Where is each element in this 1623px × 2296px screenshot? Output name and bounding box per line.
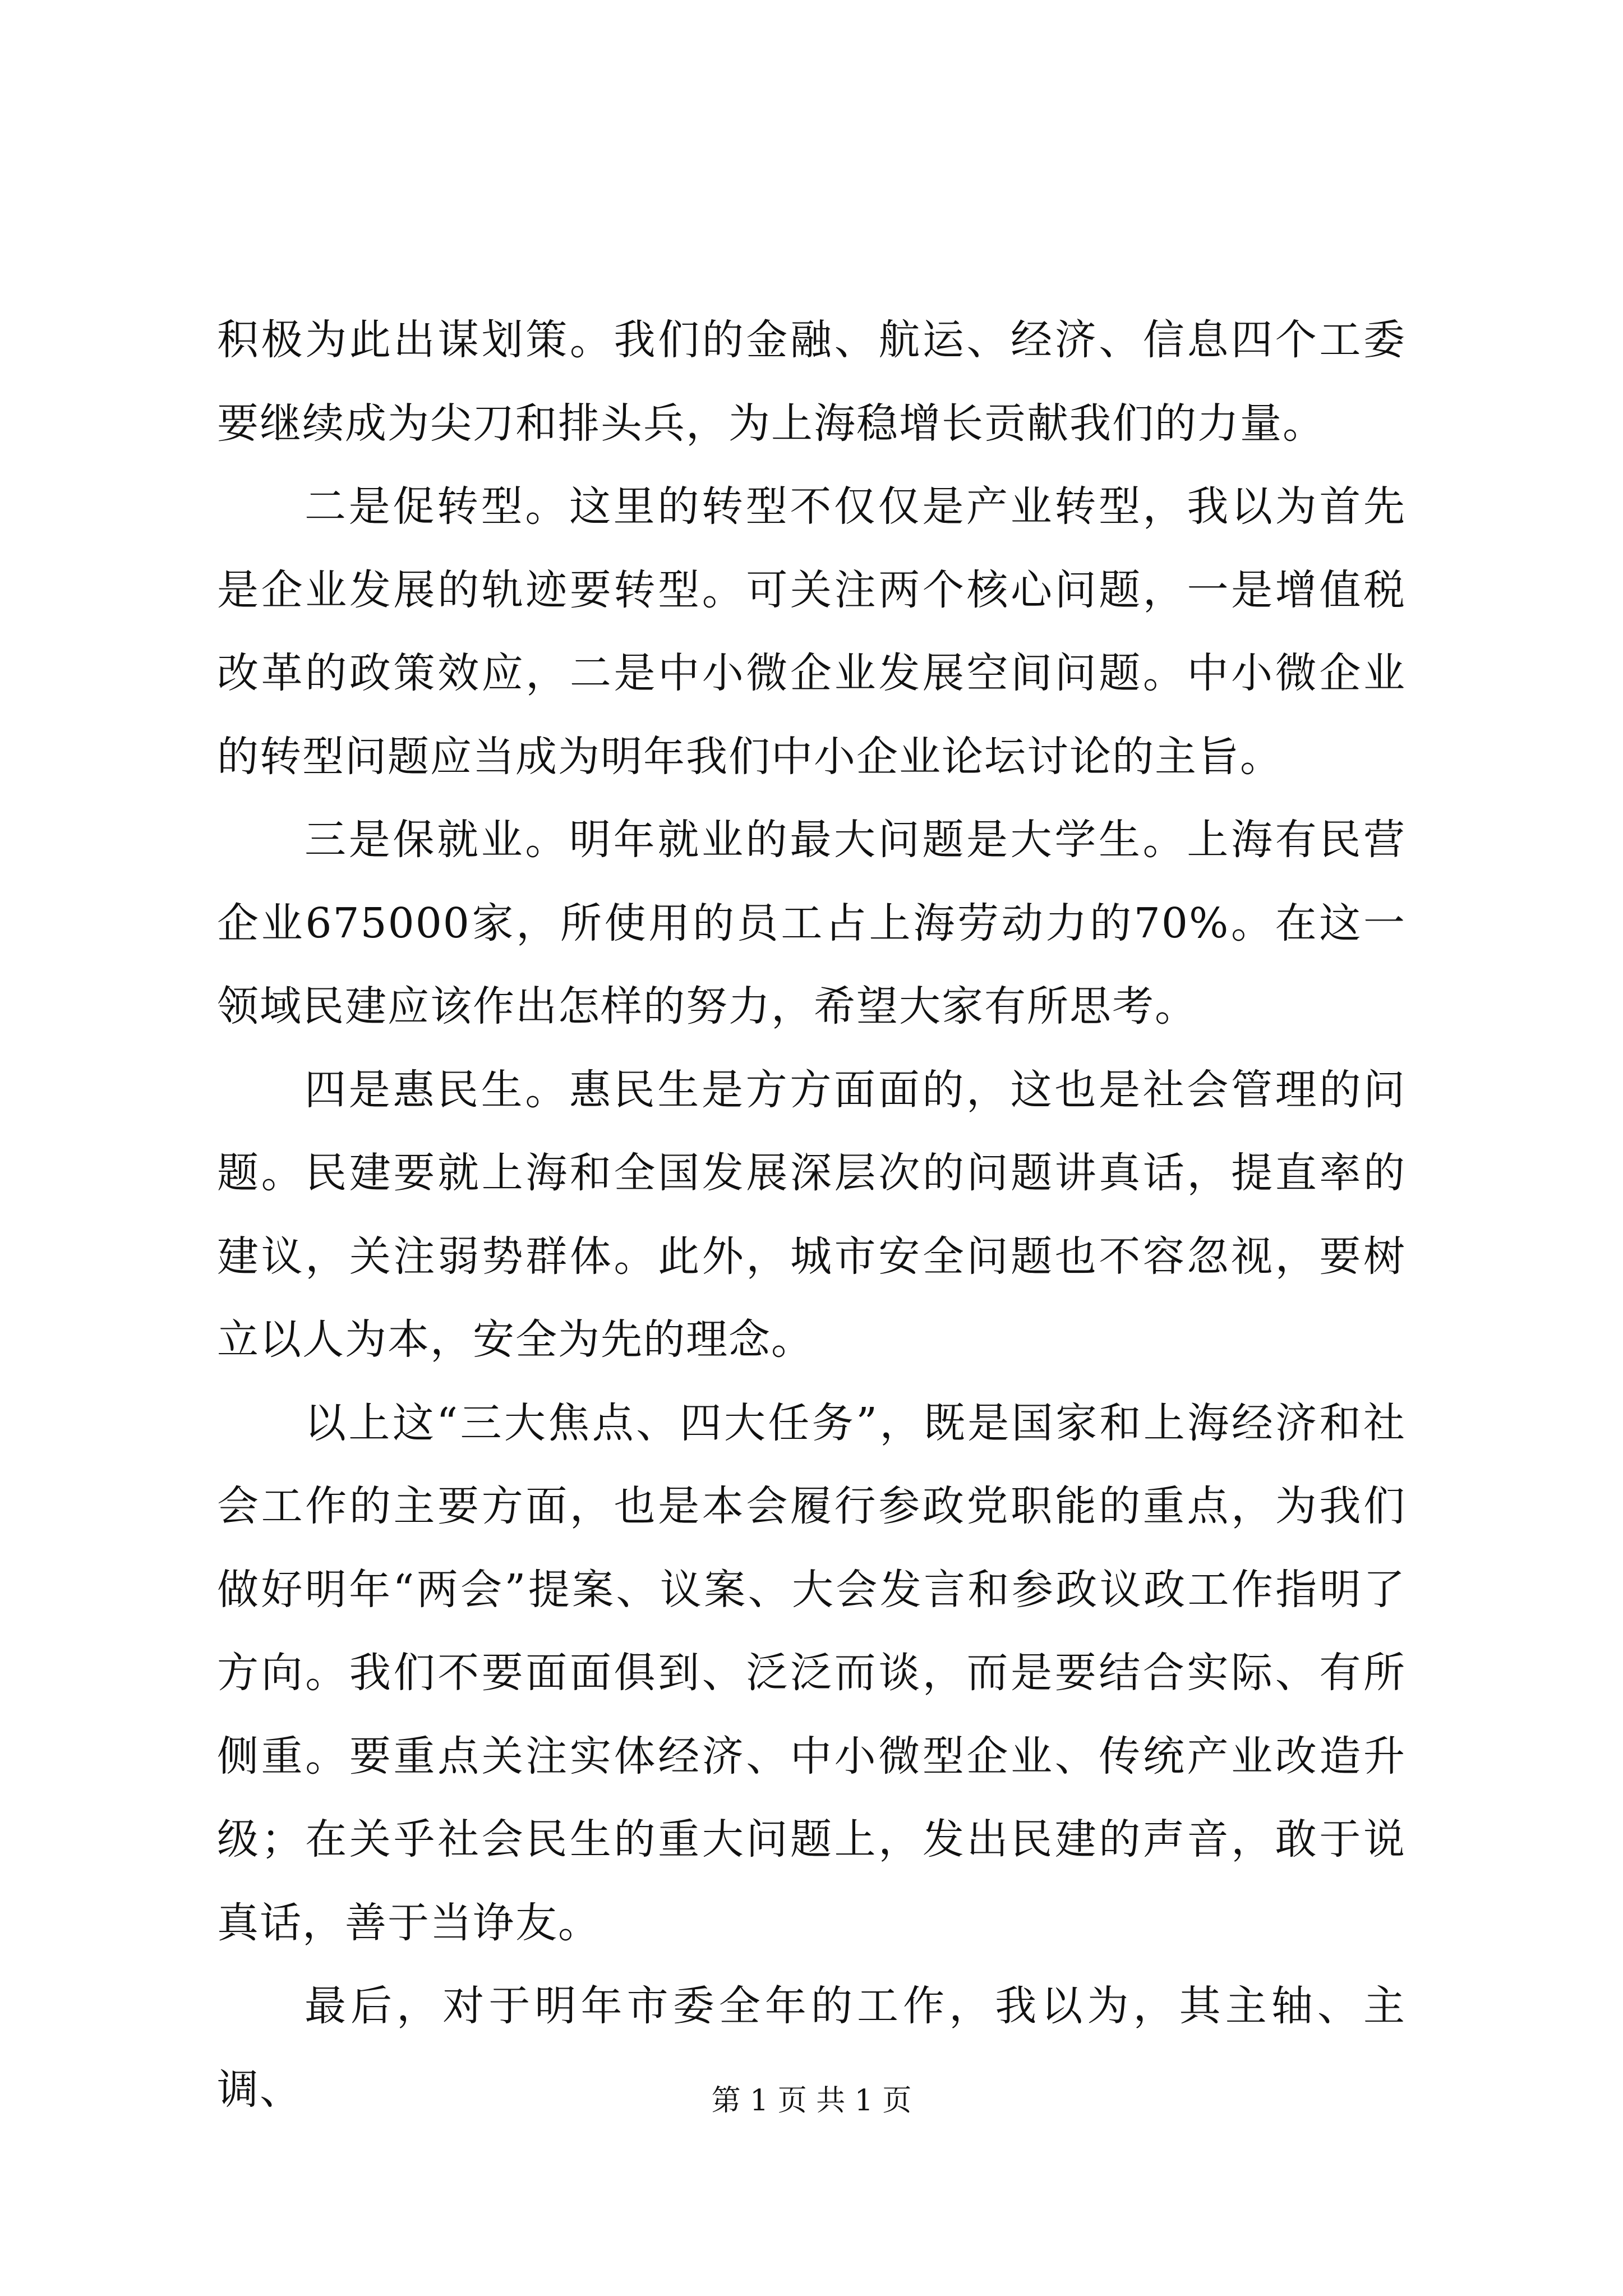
paragraph-final: 最后，对于明年市委全年的工作，我以为，其主轴、主调、 bbox=[217, 1982, 1406, 2114]
page-number-label: 第 1 页 共 1 页 bbox=[711, 2084, 912, 2118]
document-body bbox=[217, 298, 1406, 2131]
paragraph-benefit-livelihood: 四是惠民生。惠民生是方方面面的，这也是社会管理的问题。民建要就上海和全国发展深层次的问题讲真话，提直率的建议，关注弱势群体。此外，城市安全问题也不容忽视，要树立以人为本，安全为先的理念。 bbox=[217, 1065, 1406, 1364]
paragraph-protect-employment: 三是保就业。明年就业的最大问题是大学生。上海有民营企业675000家，所使用的员工占上海劳动力的70%。在这一领域民建应该作出怎样的努力，希望大家有所思考。 bbox=[217, 816, 1406, 1030]
page-footer bbox=[0, 2081, 1623, 2120]
paragraph-summary: 以上这“三大焦点、四大任务”，既是国家和上海经济和社会工作的主要方面，也是本会履行参政党职能的重点，为我们做好明年“两会”提案、议案、大会发言和参政议政工作指明了方向。我们不要面面俱到、泛泛而谈，而是要结合实际、有所侧重。要重点关注实体经济、中小微型企业、传统产业改造升级；在关乎社会民生的重大问题上，发出民建的声音，敢于说真话，善于当诤友。 bbox=[217, 1398, 1406, 1947]
paragraph-promote-transformation: 二是促转型。这里的转型不仅仅是产业转型，我以为首先是企业发展的轨迹要转型。可关注两个核心问题，一是增值税改革的政策效应，二是中小微企业发展空间问题。中小微企业的转型问题应当成为明年我们中小企业论坛讨论的主旨。 bbox=[217, 482, 1406, 781]
paragraph-continuation: 积极为此出谋划策。我们的金融、航运、经济、信息四个工委要继续成为尖刀和排头兵，为上海稳增长贡献我们的力量。 bbox=[217, 316, 1406, 448]
